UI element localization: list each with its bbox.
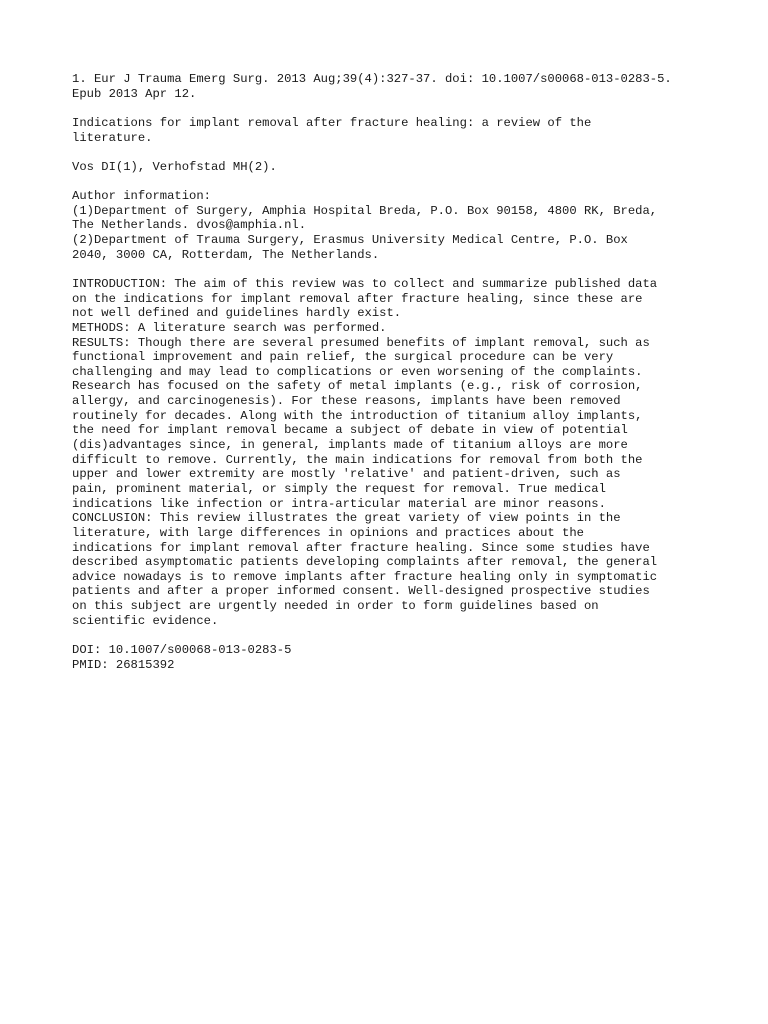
title-line: Indications for implant removal after fracture healing: a review of the (72, 115, 592, 130)
abstract-line: on this subject are urgently needed in order to form guidelines based on (72, 599, 599, 614)
abstract-line: the need for implant removal became a subject of debate in view of potential (72, 423, 628, 438)
author-information (72, 189, 732, 262)
abstract-line: RESULTS: Though there are several presumed benefits of implant removal, such as (72, 335, 650, 350)
abstract-line: pain, prominent material, or simply the request for removal. True medical (72, 481, 606, 496)
abstract-line: (dis)advantages since, in general, implants made of titanium alloys are more (72, 438, 628, 453)
abstract-line: indications like infection or intra-articular material are minor reasons. (72, 496, 606, 511)
abstract-line: difficult to remove. Currently, the main indications for removal from both the (72, 452, 643, 467)
abstract-line: described asymptomatic patients developing complaints after removal, the general (72, 555, 658, 570)
abstract-line: upper and lower extremity are mostly 'relative' and patient-driven, such as (72, 467, 621, 482)
affiliation-line: The Netherlands. dvos@amphia.nl. (72, 218, 307, 233)
abstract-line: CONCLUSION: This review illustrates the great variety of view points in the (72, 511, 621, 526)
abstract-line: functional improvement and pain relief, the surgical procedure can be very (72, 350, 614, 365)
pmid-line: PMID: 26815392 (72, 657, 175, 672)
spacer (72, 262, 732, 277)
abstract-line: scientific evidence. (72, 613, 219, 628)
abstract-line: patients and after a proper informed consent. Well-designed prospective studies (72, 584, 650, 599)
citation-line: 1. Eur J Trauma Emerg Surg. 2013 Aug;39(4):327-37. doi: 10.1007/s00068-013-0283-5. (72, 72, 672, 86)
abstract (72, 277, 732, 628)
document-page (72, 72, 732, 672)
abstract-line: Research has focused on the safety of metal implants (e.g., risk of corrosion, (72, 379, 643, 394)
abstract-line: METHODS: A literature search was performed. (72, 320, 387, 335)
citation-line: Epub 2013 Apr 12. (72, 86, 197, 101)
abstract-line: allergy, and carcinogenesis). For these reasons, implants have been removed (72, 394, 621, 409)
abstract-line: on the indications for implant removal after fracture healing, since these are (72, 291, 643, 306)
abstract-line: advice nowadays is to remove implants after fracture healing only in symptomatic (72, 569, 658, 584)
affiliation-line: 2040, 3000 CA, Rotterdam, The Netherlands. (72, 247, 380, 262)
affiliation-line: (2)Department of Trauma Surgery, Erasmus University Medical Centre, P.O. Box (72, 233, 628, 248)
abstract-line: not well defined and guidelines hardly exist. (72, 306, 402, 321)
abstract-line: indications for implant removal after fracture healing. Since some studies have (72, 540, 650, 555)
abstract-line: literature, with large differences in opinions and practices about the (72, 525, 584, 540)
spacer (72, 628, 732, 643)
spacer (72, 145, 732, 160)
citation-block (72, 72, 732, 101)
doi-line: DOI: 10.1007/s00068-013-0283-5 (72, 642, 292, 657)
title-line: literature. (72, 130, 153, 145)
affiliation-line: (1)Department of Surgery, Amphia Hospital Breda, P.O. Box 90158, 4800 RK, Breda, (72, 203, 658, 218)
abstract-line: routinely for decades. Along with the introduction of titanium alloy implants, (72, 408, 643, 423)
authors-line: Vos DI(1), Verhofstad MH(2). (72, 159, 277, 174)
article-title (72, 116, 732, 145)
abstract-line: INTRODUCTION: The aim of this review was to collect and summarize published data (72, 276, 658, 291)
abstract-line: challenging and may lead to complications or even worsening of the complaints. (72, 364, 643, 379)
identifiers (72, 643, 732, 672)
spacer (72, 101, 732, 116)
authors (72, 160, 732, 175)
author-info-heading: Author information: (72, 189, 219, 204)
spacer (72, 174, 732, 189)
